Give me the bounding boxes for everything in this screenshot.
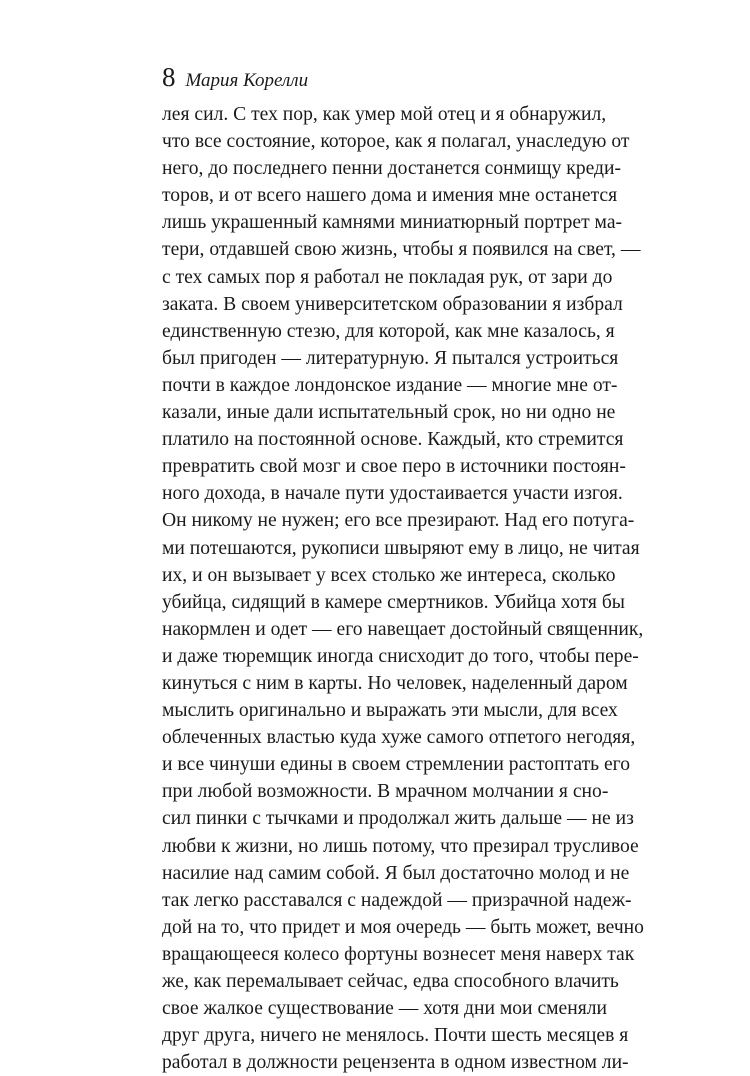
text-line: убийца, сидящий в камере смертников. Убийца хотя бы: [162, 591, 625, 613]
text-line: любви к жизни, но лишь потому, что презирал трусливое: [162, 835, 639, 857]
text-line: облеченных властью куда хуже самого отпетого негодяя,: [162, 727, 636, 749]
text-line: при любой возможности. В мрачном молчании я сно-: [162, 781, 609, 803]
text-line: почти в каждое лондонское издание — многие мне от-: [162, 374, 618, 396]
text-line: лишь украшенный камнями миниатюрный портрет ма-: [162, 212, 623, 234]
text-line: него, до последнего пенни достанется сонмищу креди-: [162, 158, 622, 180]
text-line: казали, иные дали испытательный срок, но ни одно не: [162, 402, 616, 424]
text-line: насилие над самим собой. Я был достаточно молод и не: [162, 862, 630, 884]
running-head-author: Мария Корелли: [185, 70, 309, 91]
text-line: тери, отдавшей свою жизнь, чтобы я появился на свет, —: [162, 239, 641, 261]
text-line: был пригоден — литературную. Я пытался устроиться: [162, 347, 619, 369]
body-text: [162, 101, 644, 1076]
page-header: [162, 62, 308, 92]
text-line: накормлен и одет — его навещает достойный священник,: [162, 618, 644, 640]
text-line: сил пинки с тычками и продолжал жить дальше — не из: [162, 808, 634, 830]
text-line: и даже тюремщик иногда снисходит до того, чтобы пере-: [162, 645, 639, 667]
text-line: же, как перемалывает сейчас, едва способного влачить: [162, 971, 619, 992]
text-line: дой на то, что придет и моя очередь — быть может, вечно: [162, 916, 644, 938]
text-line: кинуться с ним в карты. Но человек, наделенный даром: [162, 672, 628, 694]
text-line: платило на постоянной основе. Каждый, кто стремится: [162, 429, 624, 451]
text-line: мыслить оригинально и выражать эти мысли, для всех: [162, 700, 618, 722]
text-line: ми потешаются, рукописи швыряют ему в лицо, не читая: [162, 537, 640, 559]
text-line: лея сил. С тех пор, как умер мой отец и я обнаружил,: [162, 104, 607, 125]
text-line: заката. В своем университетском образовании я избрал: [162, 293, 623, 315]
text-line: с тех самых пор я работал не покладая рук, от зари до: [162, 266, 613, 288]
text-line: и все чинуши едины в своем стремлении растоптать его: [162, 754, 631, 776]
text-line: вращающееся колесо фортуны вознесет меня наверх так: [162, 943, 635, 965]
text-line: что все состояние, которое, как я полагал, унаследую от: [162, 131, 630, 153]
text-line: Он никому не нужен; его все презирают. Над его потуга-: [162, 510, 635, 532]
text-line: свое жалкое существование — хотя дни мои сменяли: [162, 998, 607, 1020]
text-line: друг друга, ничего не менялось. Почти шесть месяцев я: [162, 1025, 629, 1047]
text-line: превратить свой мозг и свое перо в источники постоян-: [162, 456, 626, 478]
text-line: работал в должности рецензента в одном известном ли-: [162, 1052, 629, 1074]
text-line: так легко расставался с надеждой — призрачной надеж-: [162, 889, 632, 911]
page-number: 8: [162, 62, 176, 92]
text-line: торов, и от всего нашего дома и имения мне останется: [162, 185, 618, 207]
text-line: единственную стезю, для которой, как мне казалось, я: [162, 320, 615, 342]
text-line: ного дохода, в начале пути удостаивается участи изгоя.: [162, 483, 623, 505]
text-line: их, и он вызывает у всех столько же интереса, сколько: [162, 564, 616, 586]
